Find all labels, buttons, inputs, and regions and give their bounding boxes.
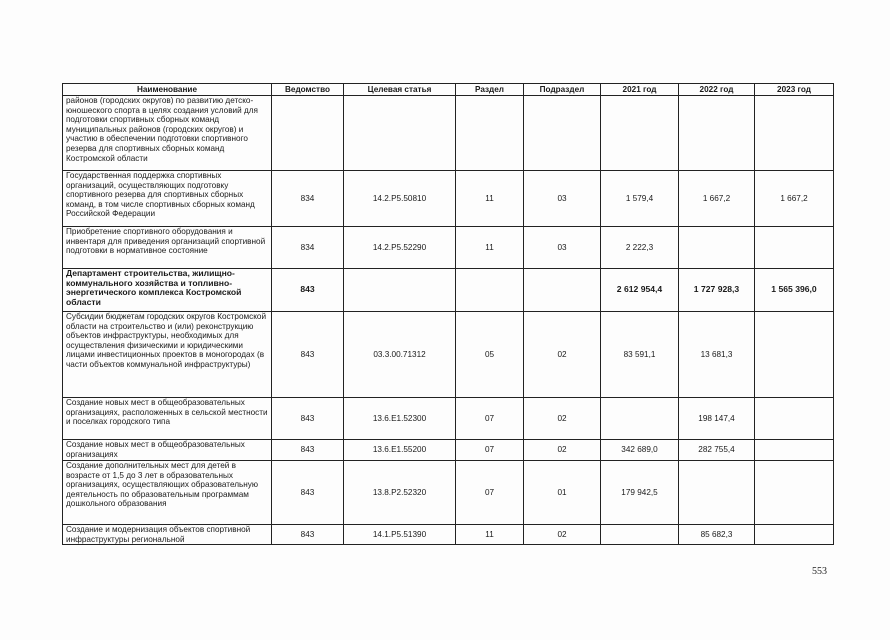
cell-section bbox=[456, 269, 524, 312]
cell-department: 843 bbox=[272, 440, 344, 461]
cell-name: Государственная поддержка спортивных организаций, осуществляющих подготовку спортивного резерва для спортивных сборных команд, в том числе спортивных сборных команд Российской Федерации bbox=[63, 171, 272, 227]
cell-name: Субсидии бюджетам городских округов Костромской области на строительство и (или) реконструкцию объектов инфраструктуры, необходимых для осуществления физическими и юридическими лицами инвестиционных проектов в моногородах (в части объектов коммунальной инфраструктуры) bbox=[63, 312, 272, 398]
cell-2022 bbox=[679, 227, 755, 269]
cell-target-article bbox=[344, 269, 456, 312]
cell-subsection: 02 bbox=[524, 312, 601, 398]
cell-department: 834 bbox=[272, 171, 344, 227]
cell-section: 11 bbox=[456, 525, 524, 545]
cell-section bbox=[456, 96, 524, 171]
cell-target-article: 13.8.P2.52320 bbox=[344, 461, 456, 525]
cell-2021: 342 689,0 bbox=[601, 440, 679, 461]
cell-target-article: 13.6.E1.55200 bbox=[344, 440, 456, 461]
cell-target-article bbox=[344, 96, 456, 171]
table-row bbox=[63, 312, 834, 398]
cell-2023: 1 565 396,0 bbox=[755, 269, 834, 312]
header-section: Раздел bbox=[456, 84, 524, 96]
cell-department bbox=[272, 96, 344, 171]
page-number: 553 bbox=[812, 566, 827, 577]
cell-2022 bbox=[679, 461, 755, 525]
cell-2021 bbox=[601, 96, 679, 171]
cell-2021: 83 591,1 bbox=[601, 312, 679, 398]
table-body bbox=[63, 96, 834, 545]
cell-target-article: 14.1.P5.51390 bbox=[344, 525, 456, 545]
cell-subsection: 02 bbox=[524, 440, 601, 461]
table-row bbox=[63, 398, 834, 440]
cell-2023 bbox=[755, 398, 834, 440]
cell-department: 843 bbox=[272, 269, 344, 312]
budget-table bbox=[62, 83, 834, 545]
header-name: Наименование bbox=[63, 84, 272, 96]
header-subsection: Подраздел bbox=[524, 84, 601, 96]
cell-target-article: 14.2.P5.50810 bbox=[344, 171, 456, 227]
cell-name: Создание дополнительных мест для детей в возрасте от 1,5 до 3 лет в образовательных организациях, осуществляющих образовательную деятельность по образовательным программам дошкольного образования bbox=[63, 461, 272, 525]
cell-2023 bbox=[755, 96, 834, 171]
cell-section: 11 bbox=[456, 227, 524, 269]
cell-2023 bbox=[755, 525, 834, 545]
cell-name: Создание новых мест в общеобразовательных организациях, расположенных в сельской местности и поселках городского типа bbox=[63, 398, 272, 440]
cell-2022: 1 667,2 bbox=[679, 171, 755, 227]
cell-name: Приобретение спортивного оборудования и инвентаря для приведения организаций спортивной подготовки в нормативное состояние bbox=[63, 227, 272, 269]
cell-department: 843 bbox=[272, 525, 344, 545]
header-department: Ведомство bbox=[272, 84, 344, 96]
cell-subsection: 02 bbox=[524, 525, 601, 545]
cell-2023 bbox=[755, 227, 834, 269]
cell-subsection: 03 bbox=[524, 227, 601, 269]
cell-2022: 85 682,3 bbox=[679, 525, 755, 545]
table-row bbox=[63, 227, 834, 269]
cell-subsection: 03 bbox=[524, 171, 601, 227]
cell-section: 11 bbox=[456, 171, 524, 227]
cell-target-article: 03.3.00.71312 bbox=[344, 312, 456, 398]
cell-section: 07 bbox=[456, 440, 524, 461]
cell-section: 07 bbox=[456, 398, 524, 440]
cell-department: 834 bbox=[272, 227, 344, 269]
table-row bbox=[63, 461, 834, 525]
cell-2021 bbox=[601, 525, 679, 545]
cell-section: 05 bbox=[456, 312, 524, 398]
table-row bbox=[63, 440, 834, 461]
header-target-article: Целевая статья bbox=[344, 84, 456, 96]
cell-2023 bbox=[755, 440, 834, 461]
cell-2022: 13 681,3 bbox=[679, 312, 755, 398]
cell-2021: 2 222,3 bbox=[601, 227, 679, 269]
cell-2023 bbox=[755, 312, 834, 398]
cell-2022: 198 147,4 bbox=[679, 398, 755, 440]
cell-target-article: 14.2.P5.52290 bbox=[344, 227, 456, 269]
header-year-2022: 2022 год bbox=[679, 84, 755, 96]
cell-name: районов (городских округов) по развитию детско-юношеского спорта в целях создания условий для подготовки спортивных сборных команд муниципальных районов (городских округов) и участию в обеспечении подготовки спортивного резерва для спортивных сборных команд Костромской области bbox=[63, 96, 272, 171]
cell-2021 bbox=[601, 398, 679, 440]
cell-subsection bbox=[524, 96, 601, 171]
cell-name: Создание новых мест в общеобразовательных организациях bbox=[63, 440, 272, 461]
cell-2022 bbox=[679, 96, 755, 171]
cell-2022: 282 755,4 bbox=[679, 440, 755, 461]
cell-target-article: 13.6.E1.52300 bbox=[344, 398, 456, 440]
cell-subsection: 02 bbox=[524, 398, 601, 440]
cell-name: Создание и модернизация объектов спортивной инфраструктуры региональной bbox=[63, 525, 272, 545]
table-row bbox=[63, 269, 834, 312]
cell-2023: 1 667,2 bbox=[755, 171, 834, 227]
cell-section: 07 bbox=[456, 461, 524, 525]
cell-2023 bbox=[755, 461, 834, 525]
table-header-row bbox=[63, 84, 834, 96]
table-row bbox=[63, 96, 834, 171]
cell-department: 843 bbox=[272, 461, 344, 525]
cell-department: 843 bbox=[272, 398, 344, 440]
cell-2021: 179 942,5 bbox=[601, 461, 679, 525]
cell-2022: 1 727 928,3 bbox=[679, 269, 755, 312]
table-row bbox=[63, 171, 834, 227]
cell-name: Департамент строительства, жилищно-коммунального хозяйства и топливно-энергетического комплекса Костромской области bbox=[63, 269, 272, 312]
cell-subsection: 01 bbox=[524, 461, 601, 525]
header-year-2023: 2023 год bbox=[755, 84, 834, 96]
cell-subsection bbox=[524, 269, 601, 312]
cell-department: 843 bbox=[272, 312, 344, 398]
header-year-2021: 2021 год bbox=[601, 84, 679, 96]
cell-2021: 1 579,4 bbox=[601, 171, 679, 227]
cell-2021: 2 612 954,4 bbox=[601, 269, 679, 312]
table-row bbox=[63, 525, 834, 545]
